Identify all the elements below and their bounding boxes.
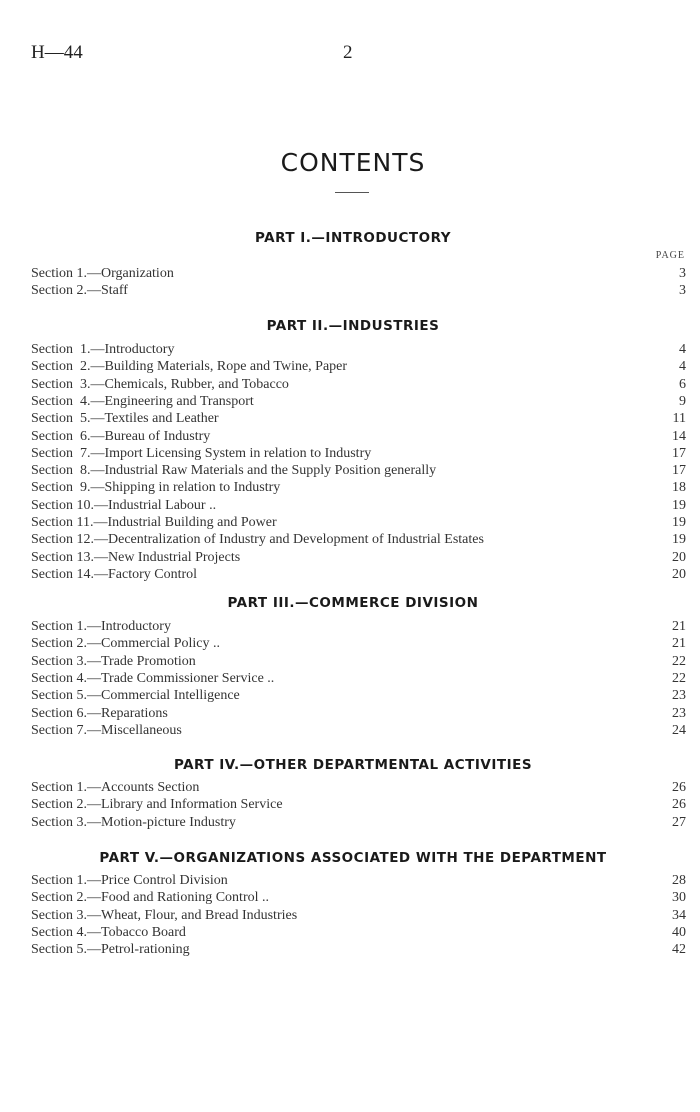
toc-entry-label: Section 4.—Trade Commissioner Service .. xyxy=(31,670,275,686)
toc-entry-label: Section 9.—Shipping in relation to Industry xyxy=(31,480,281,496)
toc-entry xyxy=(31,872,686,889)
toc-entry-page: 3 xyxy=(679,283,686,299)
toc-entry-page: 40 xyxy=(672,924,686,940)
toc-entry xyxy=(31,635,686,652)
toc-entry-label: Section 8.—Industrial Raw Materials and the Supply Position generally xyxy=(31,463,437,479)
toc-entry-page: 17 xyxy=(672,445,686,461)
toc-entry-page: 14 xyxy=(672,428,686,444)
toc-entry xyxy=(31,722,686,739)
toc-entry-label: Section 1.—Introductory xyxy=(31,342,175,357)
part-heading: PART III.—COMMERCE DIVISION xyxy=(227,595,479,611)
toc-entry-label: Section 5.—Textiles and Leather xyxy=(31,411,219,427)
toc-entry xyxy=(31,376,686,393)
toc-entry-page: 11 xyxy=(672,411,686,427)
toc-entry-page: 22 xyxy=(672,653,686,669)
toc-entry-label: Section 2.—Commercial Policy .. xyxy=(31,636,220,652)
toc-entry xyxy=(31,779,686,796)
toc-entry-label: Section 5.—Petrol-rationing xyxy=(31,942,190,958)
toc-entry xyxy=(31,549,686,566)
toc-entry xyxy=(31,410,686,427)
toc-entry-label: Section 5.—Commercial Intelligence xyxy=(31,688,240,704)
toc-entry-page: 24 xyxy=(672,722,686,738)
toc-entry xyxy=(31,393,686,410)
toc-entry xyxy=(31,462,686,479)
toc-entry xyxy=(31,924,686,941)
toc-entry xyxy=(31,497,686,514)
toc-entry xyxy=(31,479,686,496)
toc-entry-page: 4 xyxy=(679,359,686,375)
toc-entry xyxy=(31,282,686,299)
toc-entry-page: 20 xyxy=(672,566,686,582)
page-number: 2 xyxy=(343,42,353,63)
toc-entry-page: 42 xyxy=(672,942,686,958)
part-heading: PART II.—INDUSTRIES xyxy=(266,318,440,334)
toc-entry xyxy=(31,687,686,704)
part-heading: PART IV.—OTHER DEPARTMENTAL ACTIVITIES xyxy=(173,757,533,773)
toc-entry-page: 20 xyxy=(672,549,686,565)
toc-entry xyxy=(31,941,686,958)
part-heading: PART V.—ORGANIZATIONS ASSOCIATED WITH THE DEPARTMENT xyxy=(99,850,607,866)
toc-entry-label: Section 2.—Staff xyxy=(31,283,128,299)
title-rule xyxy=(335,192,369,193)
toc-entry xyxy=(31,428,686,445)
toc-entry xyxy=(31,531,686,548)
toc-entry-label: Section 10.—Industrial Labour .. xyxy=(31,497,217,513)
toc-entry-label: Section 2.—Library and Information Service xyxy=(31,797,283,813)
toc-entry-page: 23 xyxy=(672,705,686,721)
toc-entry-label: Section 14.—Factory Control xyxy=(31,566,198,582)
toc-entry-label: Section 6.—Reparations xyxy=(31,705,168,721)
toc-entry-page: 17 xyxy=(672,463,686,479)
toc-entry-page: 4 xyxy=(679,342,686,357)
toc-entry-label: Section 2.—Building Materials, Rope and Twine, Paper xyxy=(31,359,348,375)
toc-entry-page: 27 xyxy=(672,814,686,830)
toc-entry xyxy=(31,566,686,583)
toc-entry-page: 34 xyxy=(672,907,686,923)
contents-title: CONTENTS xyxy=(280,148,426,177)
toc-entry-label: Section 1.—Introductory xyxy=(31,619,171,634)
toc-entry-label: Section 1.—Price Control Division xyxy=(31,873,228,888)
toc-entry xyxy=(31,358,686,375)
toc-entry xyxy=(31,670,686,687)
toc-entry xyxy=(31,814,686,831)
toc-entry-page: 30 xyxy=(672,890,686,906)
part-heading: PART I.—INTRODUCTORY xyxy=(254,230,452,246)
toc-entry xyxy=(31,907,686,924)
toc-entry-label: Section 11.—Industrial Building and Power xyxy=(31,515,277,530)
toc-entry-page: 28 xyxy=(672,873,686,888)
toc-entry-page: 19 xyxy=(672,515,686,530)
toc-entry-label: Section 1.—Accounts Section xyxy=(31,780,200,795)
toc-entry xyxy=(31,653,686,670)
toc-entry-label: Section 2.—Food and Rationing Control .. xyxy=(31,890,269,906)
toc-entry-page: 18 xyxy=(672,480,686,496)
toc-entry-label: Section 7.—Import Licensing System in relation to Industry xyxy=(31,445,372,461)
toc-entry xyxy=(31,618,686,635)
toc-entry-label: Section 3.—Chemicals, Rubber, and Tobacco xyxy=(31,376,289,392)
toc-entry-page: 26 xyxy=(672,780,686,795)
toc-entry-page: 6 xyxy=(679,376,686,392)
toc-entry-label: Section 6.—Bureau of Industry xyxy=(31,428,211,444)
toc-entry xyxy=(31,265,686,282)
toc-entry-page: 19 xyxy=(672,497,686,513)
toc-entry-label: Section 12.—Decentralization of Industry and Development of Industrial Estates xyxy=(31,532,484,548)
toc-entry-label: Section 7.—Miscellaneous xyxy=(31,722,182,738)
toc-entry-page: 19 xyxy=(672,532,686,548)
toc-entry-label: Section 3.—Wheat, Flour, and Bread Industries xyxy=(31,907,298,923)
toc-entry-page: 9 xyxy=(679,393,686,409)
toc-entry-page: 22 xyxy=(672,670,686,686)
toc-entry-page: 21 xyxy=(672,636,686,652)
toc-entry-label: Section 3.—Motion-picture Industry xyxy=(31,814,236,830)
page-column-label: PAGE xyxy=(655,250,685,261)
toc-entry-page: 26 xyxy=(672,797,686,813)
toc-entry xyxy=(31,341,686,358)
toc-entry-label: Section 1.—Organization xyxy=(31,266,174,281)
page-header-code: H—44 xyxy=(31,42,83,63)
toc-entry xyxy=(31,514,686,531)
toc-entry xyxy=(31,889,686,906)
toc-entry-label: Section 3.—Trade Promotion xyxy=(31,653,196,669)
toc-entry xyxy=(31,796,686,813)
toc-entry xyxy=(31,705,686,722)
toc-entry-page: 21 xyxy=(672,619,686,634)
toc-entry-page: 23 xyxy=(672,688,686,704)
toc-entry-label: Section 4.—Tobacco Board xyxy=(31,924,186,940)
toc-entry-label: Section 13.—New Industrial Projects xyxy=(31,549,241,565)
toc-entry-label: Section 4.—Engineering and Transport xyxy=(31,393,254,409)
toc-entry xyxy=(31,445,686,462)
toc-entry-page: 3 xyxy=(679,266,686,281)
